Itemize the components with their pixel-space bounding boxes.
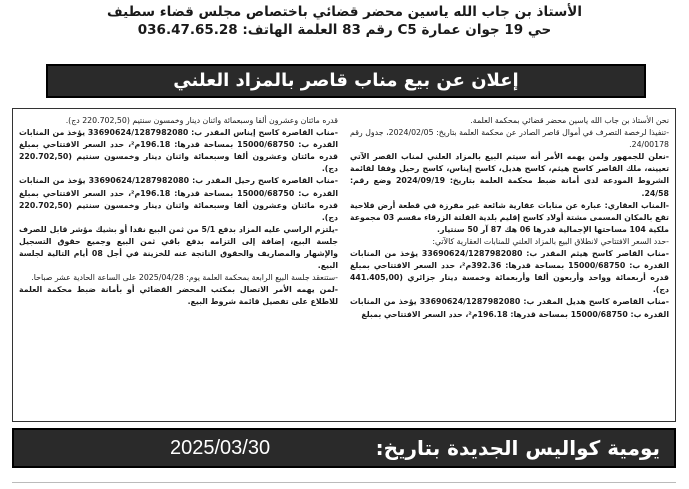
publication-date: 2025/03/30 — [170, 437, 271, 459]
newspaper-name: يومية كواليس الجديدة بتاريخ: — [375, 436, 660, 460]
paragraph: -نعلن للجمهور ولمن يهمه الأمر أنه سيتم البيع بالمزاد العلني لمناب القصر الآتي تعيينه، ملك القاصر كاسح هيثم، كاسح هديل، كاسح إيناس، كاسح رحيل وفقا لقائمة الشروط المودعة لدى أمانة ضبط محكمة العلمة بتاريخ: 2024/09/19 وضع رقم: 24/58. — [350, 152, 669, 198]
paragraph: -تنفيذا لرخصة التصرف في أموال قاصر الصادر عن محكمة العلمة بتاريخ: 2024/02/05، جدول رقم 24/00178. — [350, 128, 670, 150]
paragraph: -حدد السعر الافتتاحي لانطلاق البيع بالمزاد العلني للمنابات العقارية كالآتي: — [432, 236, 669, 246]
right-column — [350, 115, 669, 321]
publication-footer — [12, 428, 676, 468]
notice-header — [8, 4, 681, 39]
paragraph: -يلتزم الراسي عليه المزاد بدفع 5/1 من ثمن البيع نقدا أو بشيك مؤشر قابل للصرف جلسة البيع، إضافة إلى التزامه بدفع باقي ثمن البيع وجميع حقوق التسجيل والإشهار والمصاريف والحقوق الناتجة عنه للخزينة في أجل 08 أيام التالية لجلسة البيع. — [19, 224, 339, 271]
paragraph: -مناب القاصرة كاسح إيناس المقدر ب: 33690624/1287982080 يؤخذ من المنابات القدرة ب: 15000/68750 بمساحة قدرها: 196.18م²، حدد السعر الافتتاحي بمبلغ قدره مائتان وعشرون ألفا وسبعمائة واثنان دينار وخمسون سنتيم (220.702,50 دج). — [19, 128, 338, 174]
notice-title: إعلان عن بيع مناب قاصر بالمزاد العلني — [46, 64, 646, 98]
left-column — [19, 115, 338, 309]
notice-body — [12, 108, 676, 422]
paragraph: قدره مائتان وعشرون ألفا وسبعمائة واثنان دينار وخمسون سنتيم (220.702,50 دج). — [65, 116, 338, 125]
paragraph: -ستنعقد جلسة البيع الرابعة بمحكمة العلمة يوم: 2025/04/28 على الساعة الحادية عشر صباحا. — [31, 273, 338, 283]
bailiff-name-line: الأستاذ بن جاب الله ياسين محضر قضائي باختصاص مجلس قضاء سطيف — [107, 4, 582, 20]
paragraph: -مناب القاصر كاسح هيثم المقدر ب: 33690624/1287982080 يؤخذ من المنابات القدرة ب: 15000/68750 بمساحة قدرها: 392.36م²، حدد السعر الافتتاحي بمبلغ قدره أربعمائة وواحد وأربعون ألفا وأربعمائة وخمسة دينار جزائري (441.405,00 دج). — [350, 249, 669, 295]
bottom-divider — [12, 482, 676, 483]
paragraph: -المناب العقاري: عبارة عن منابات عقارية شائعة غير مفرزة في قطعة أرض فلاحية تقع بالمكان المسمى مشتة أولاد كاسح إقليم بلدية القلتة الزرقاء مقسم 03 مجموعة ملكية 104 مساحتها الإجمالية قدرها 06 هك 87 آر 50 سنتيار. — [350, 200, 669, 234]
bailiff-address-line: حي 19 جوان عمارة C5 رقم 83 العلمة الهاتف: 036.47.65.28 — [137, 22, 552, 38]
legal-notice-page — [8, 4, 681, 482]
paragraph: -مناب القاصرة كاسح هديل المقدر ب: 33690624/1287982080 يؤخذ من المنابات القدرة ب: 15000/68750 بمساحة قدرها: 196.18م²، حدد السعر الافتتاحي بمبلغ — [350, 297, 669, 319]
paragraph: -لمن يهمه الأمر الاتصال بمكتب المحضر القضائي أو بأمانة ضبط محكمة العلمة للاطلاع على تفصيل قائمة شروط البيع. — [19, 285, 338, 307]
paragraph: نحن الأستاذ بن جاب الله ياسين محضر قضائي بمحكمة العلمة. — [470, 116, 669, 125]
paragraph: -مناب القاصرة كاسح رحيل المقدر ب: 33690624/1287982080 يؤخذ من المنابات القدرة ب: 15000/68750 بمساحة قدرها: 196.18م²، حدد السعر الافتتاحي بمبلغ قدره مائتان وعشرون ألفا وسبعمائة واثنان دينار وخمسون سنتيم (220.702,50 دج). — [19, 176, 338, 222]
